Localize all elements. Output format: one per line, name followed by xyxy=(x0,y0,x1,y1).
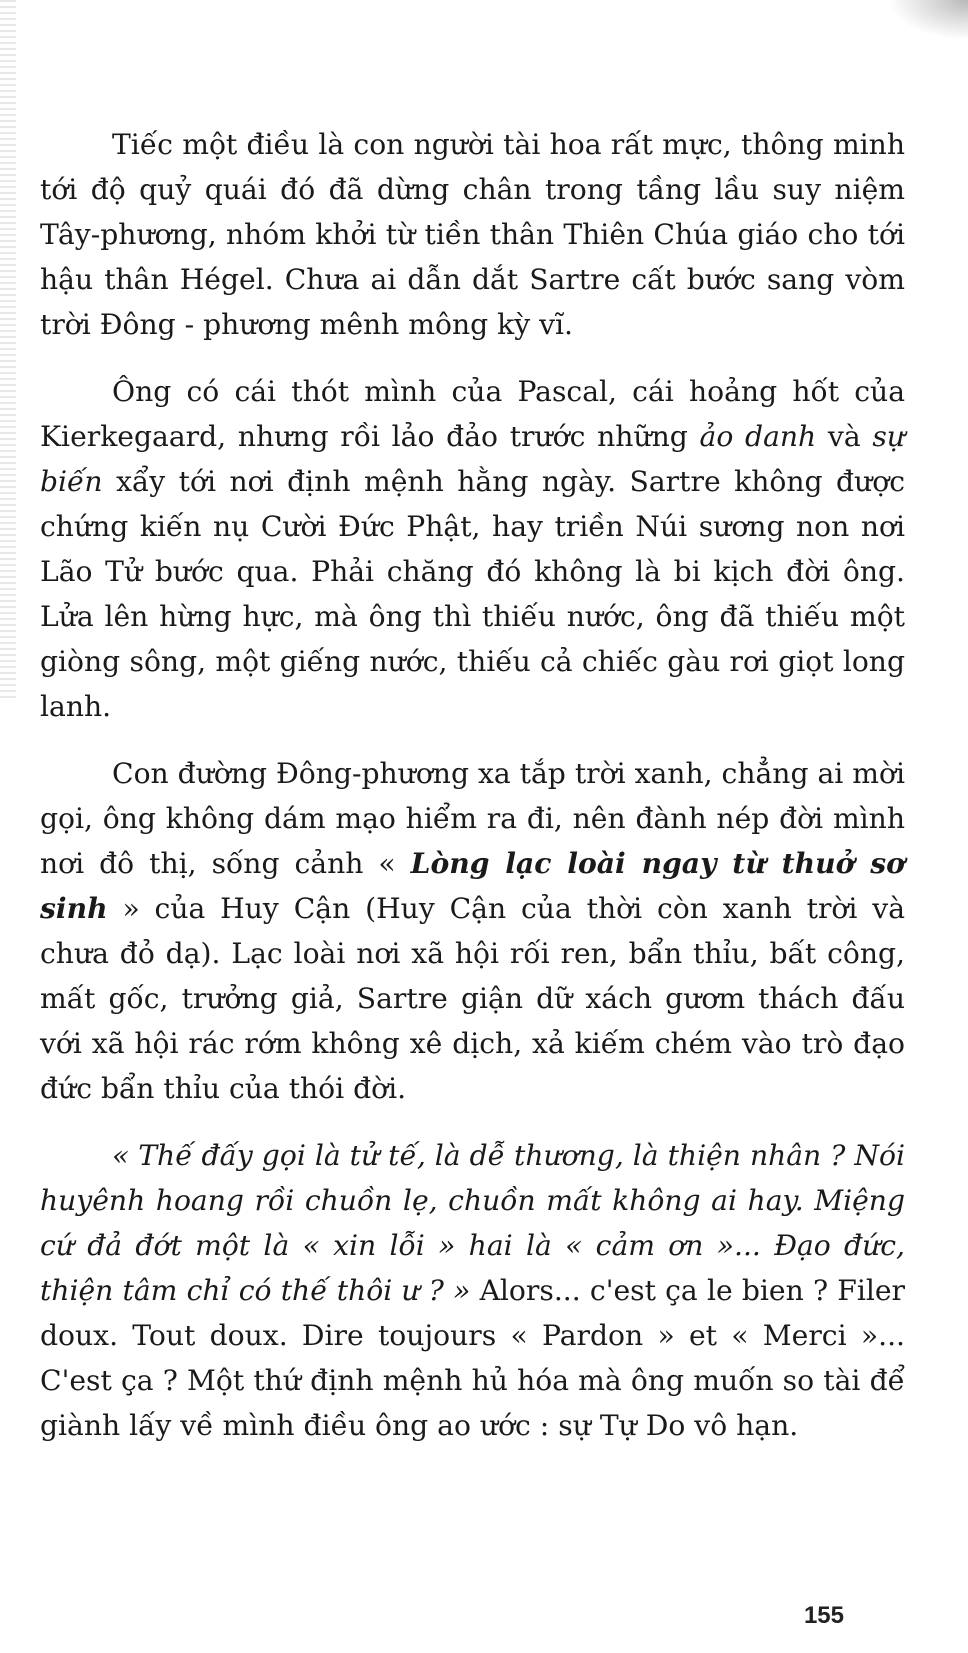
paragraph-1-text: Tiếc một điều là con người tài hoa rất mực, thông minh tới độ quỷ quái đó đã dừng chân trong tầng lầu suy niệm Tây-phương, nhóm khởi từ tiền thân Thiên Chúa giáo cho tới hậu thân Hégel. Chưa ai dẫn dắt Sartre cất bước sang vòm trời Đông - phương mênh mông kỳ vĩ. xyxy=(40,128,905,341)
paragraph-3-text: Con đường Đông-phương xa tắp trời xanh, chẳng ai mời gọi, ông không dám mạo hiểm ra đi, nên đành nép đời mình nơi đô thị, sống cảnh « xyxy=(40,757,905,880)
paragraph-2-text: và xyxy=(816,420,873,453)
paragraph-4-italic-quote: « Thế đấy gọi là tử tế, là dễ thương, là thiện nhân ? Nói huyênh hoang rồi chuồn lẹ, chuồn mất không ai hay. Miệng cứ đả đớt một là « xin lỗi » hai là « cảm ơn »... Đạo đức, thiện tâm chỉ có thế thôi ư ? » xyxy=(40,1139,905,1307)
paragraph-2-italic-ao-danh: ảo danh xyxy=(699,420,817,453)
body-text xyxy=(40,122,905,1470)
paragraph-2-text: xẩy tới nơi định mệnh hằng ngày. Sartre không được chứng kiến nụ Cười Đức Phật, hay triền Núi sương non nơi Lão Tử bước qua. Phải chăng đó không là bi kịch đời ông. Lửa lên hừng hực, mà ông thì thiếu nước, ông đã thiếu một giòng sông, một giếng nước, thiếu cả chiếc gàu rơi giọt long lanh. xyxy=(40,465,905,723)
paragraph-3 xyxy=(40,751,905,1111)
paragraph-4-text: Alors... c'est ça le bien ? Filer doux. Tout doux. Dire toujours « Pardon » et « Merci »... C'est ça ? Một thứ định mệnh hủ hóa mà ông muốn so tài để giành lấy về mình điều ông ao ước : sự Tự Do vô hạn. xyxy=(40,1274,906,1442)
paragraph-4 xyxy=(40,1133,905,1448)
paragraph-1 xyxy=(40,122,905,347)
page-number: 155 xyxy=(803,1602,844,1629)
paragraph-2-italic-su-bien: sự biến xyxy=(40,420,905,498)
paragraph-3-poem-quote: Lòng lạc loài ngay từ thuở sơ sinh xyxy=(40,847,905,925)
paragraph-3-text: » của Huy Cận (Huy Cận của thời còn xanh trời và chưa đỏ dạ). Lạc loài nơi xã hội rối ren, bẩn thỉu, bất công, mất gốc, trưởng giả, Sartre giận dữ xách gươm thách đấu với xã hội rác rớm không xê dịch, xả kiếm chém vào trò đạo đức bẩn thỉu của thói đời. xyxy=(40,892,905,1105)
paragraph-2 xyxy=(40,369,905,729)
paragraph-2-text: Ông có cái thót mình của Pascal, cái hoảng hốt của Kierkegaard, nhưng rồi lảo đảo trước những xyxy=(40,375,905,453)
scan-edge-shadow xyxy=(0,0,16,700)
scan-corner-shadow xyxy=(888,0,968,40)
